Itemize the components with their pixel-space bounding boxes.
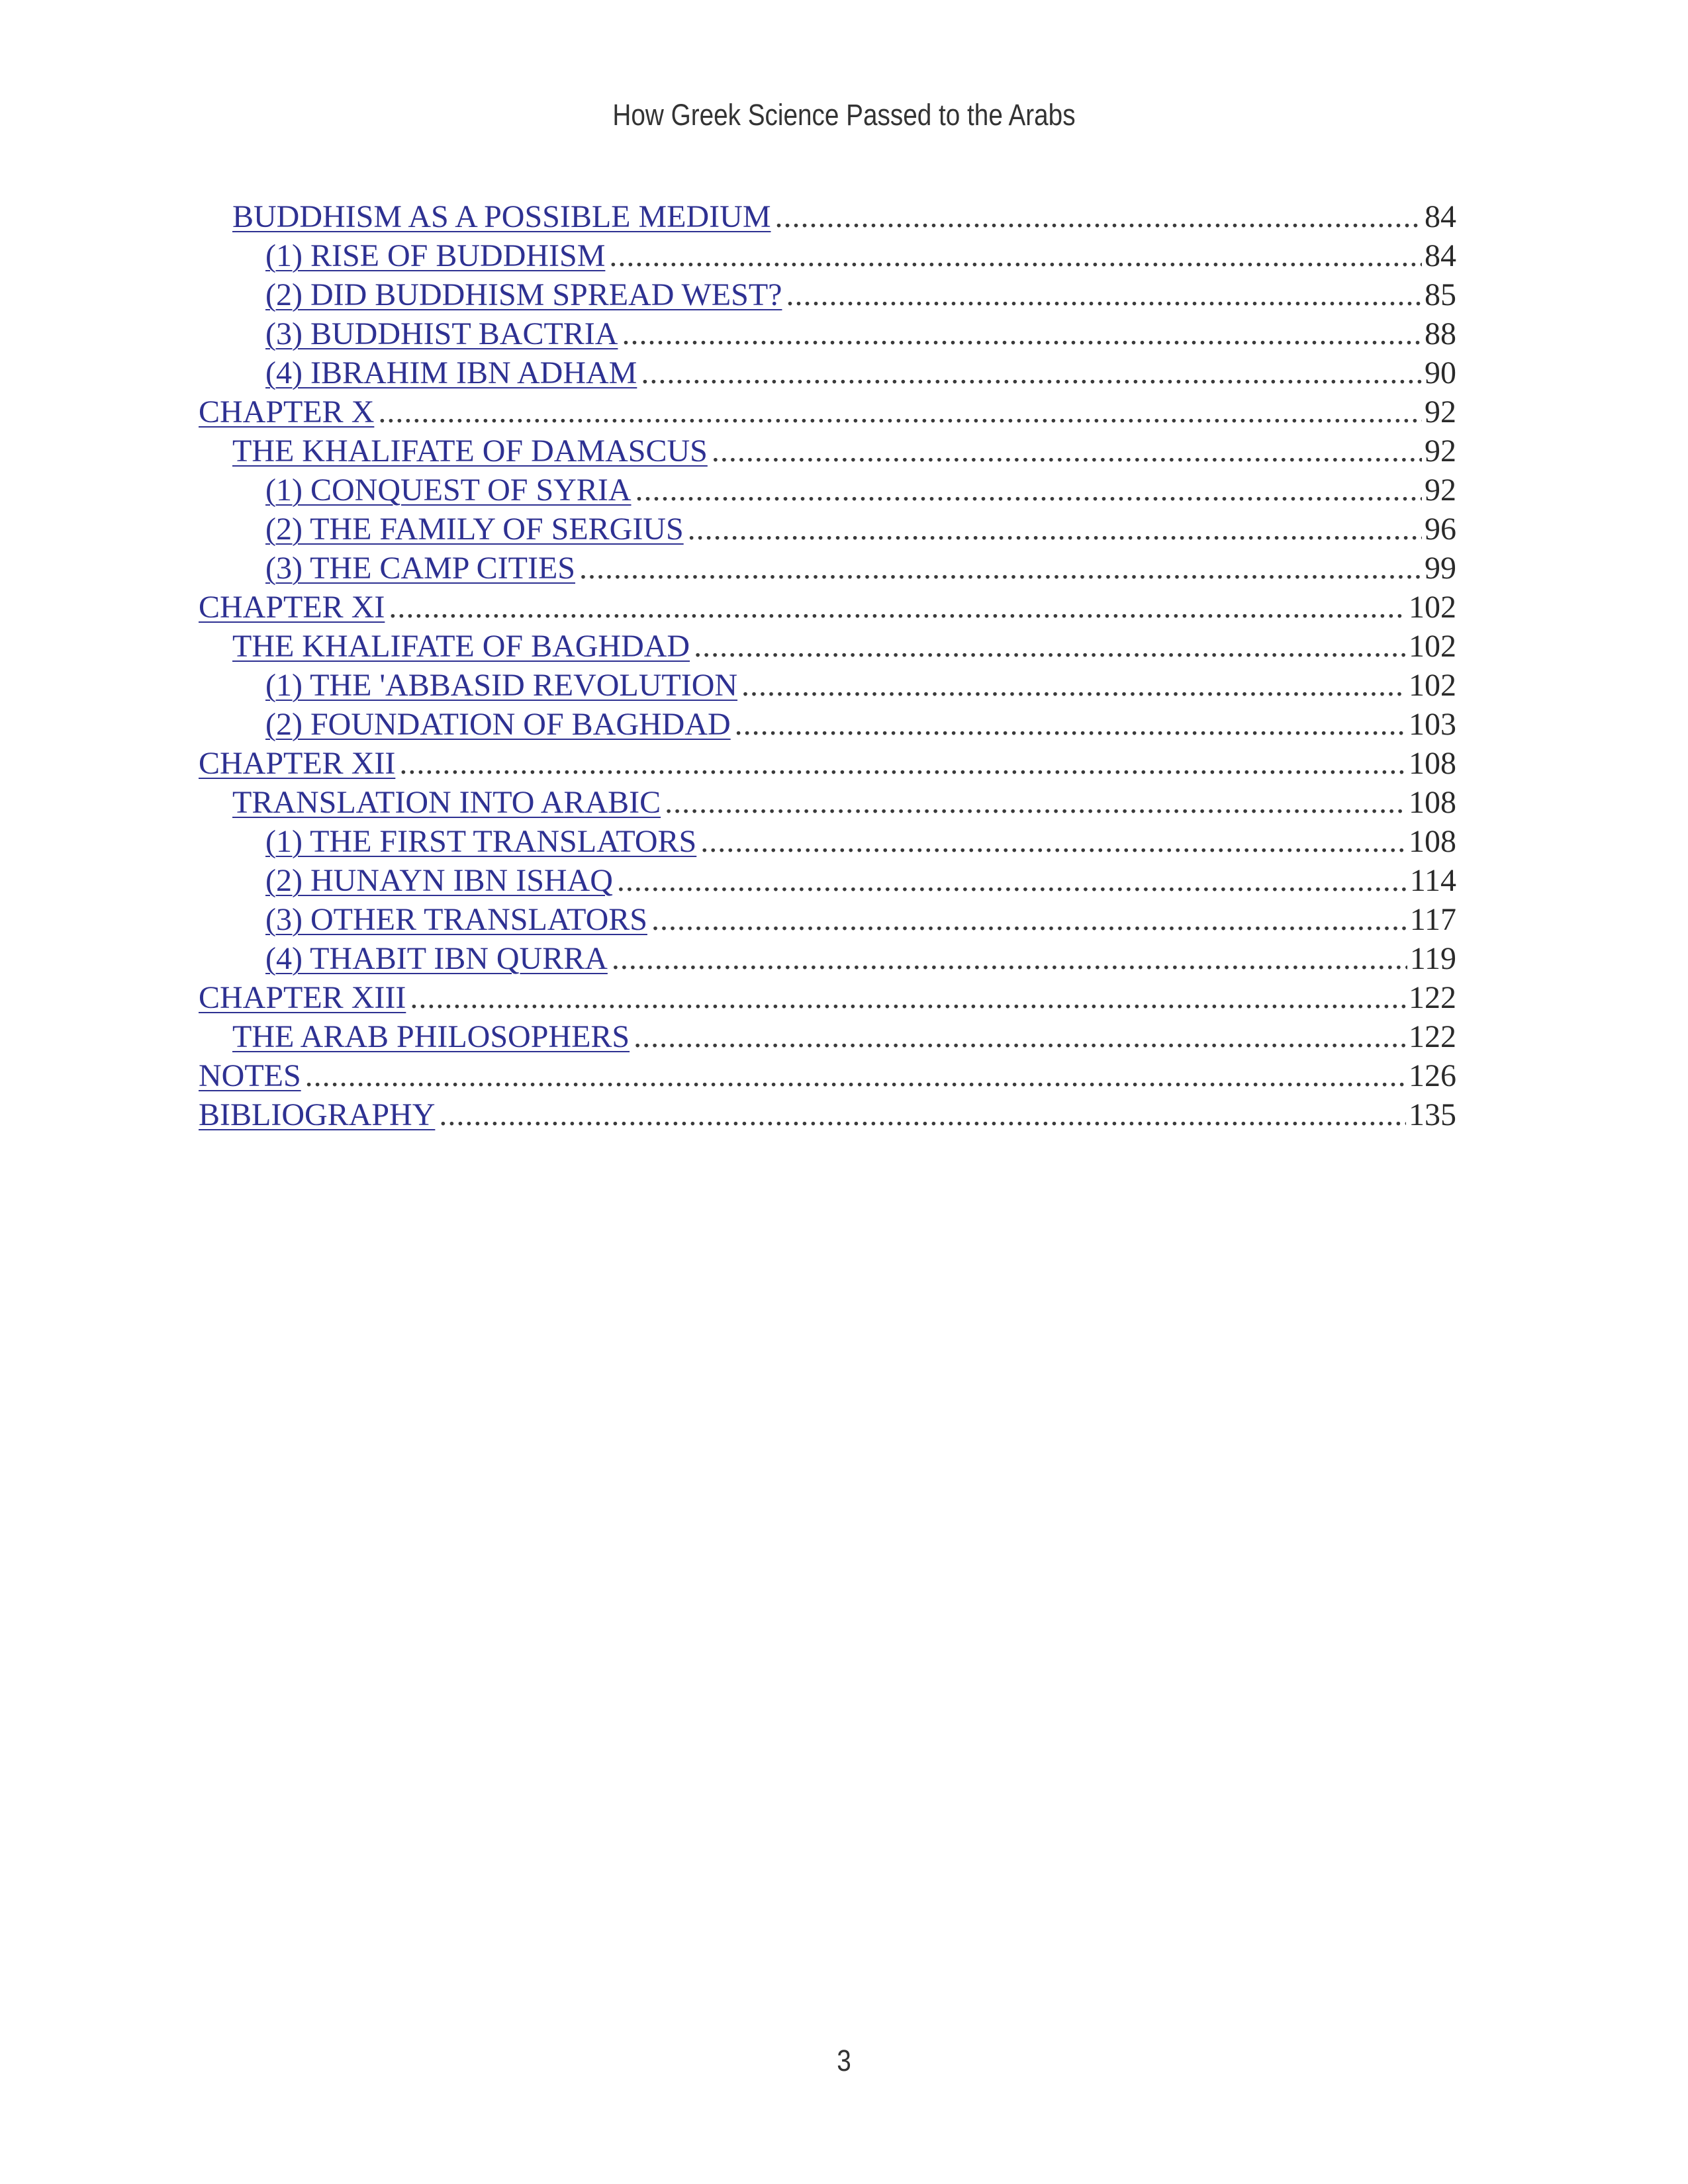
toc-link[interactable]: BUDDHISM AS A POSSIBLE MEDIUM — [232, 199, 771, 234]
toc-link[interactable]: (3) OTHER TRANSLATORS — [265, 902, 647, 937]
toc-page-number: 108 — [1409, 785, 1456, 820]
dot-leader — [735, 705, 1406, 744]
toc-link[interactable]: CHAPTER XI — [199, 590, 385, 625]
toc-page-number: 99 — [1425, 551, 1456, 586]
toc-entry — [199, 939, 1456, 978]
dot-leader — [651, 900, 1407, 939]
toc-entry — [199, 392, 1456, 432]
toc-link[interactable]: (4) IBRAHIM IBN ADHAM — [265, 355, 637, 390]
dot-leader — [378, 392, 1422, 432]
toc-link[interactable]: (1) THE 'ABBASID REVOLUTION — [265, 668, 738, 703]
dot-leader — [622, 314, 1422, 353]
toc-link[interactable]: (1) CONQUEST OF SYRIA — [265, 473, 632, 508]
toc-entry — [199, 471, 1456, 510]
dot-leader — [775, 197, 1423, 236]
dot-leader — [305, 1056, 1406, 1095]
toc-entry — [199, 705, 1456, 744]
toc-entry — [199, 588, 1456, 627]
toc-link[interactable]: THE KHALIFATE OF BAGHDAD — [232, 629, 690, 664]
dot-leader — [609, 236, 1422, 275]
dot-leader — [389, 588, 1406, 627]
toc-entry — [199, 314, 1456, 353]
dot-leader — [633, 1017, 1406, 1056]
toc-page-number: 84 — [1425, 238, 1456, 273]
toc-page-number: 102 — [1409, 629, 1456, 664]
toc-entry — [199, 744, 1456, 783]
toc-page-number: 117 — [1409, 902, 1456, 937]
dot-leader — [399, 744, 1406, 783]
toc-page-number: 114 — [1409, 863, 1456, 898]
dot-leader — [712, 432, 1422, 471]
toc-page-number: 88 — [1425, 316, 1456, 351]
toc-page-number: 126 — [1409, 1058, 1456, 1093]
toc-entry — [199, 510, 1456, 549]
toc-link[interactable]: (2) DID BUDDHISM SPREAD WEST? — [265, 277, 782, 312]
toc-entry — [199, 978, 1456, 1017]
toc-page-number: 84 — [1425, 199, 1456, 234]
toc-link[interactable]: (2) HUNAYN IBN ISHAQ — [265, 863, 613, 898]
toc-link[interactable]: (3) BUDDHIST BACTRIA — [265, 316, 618, 351]
toc-entry — [199, 236, 1456, 275]
toc-page-number: 122 — [1409, 980, 1456, 1015]
toc-page-number: 92 — [1425, 394, 1456, 430]
toc-page-number: 92 — [1425, 433, 1456, 469]
dot-leader — [579, 549, 1422, 588]
toc-entry — [199, 666, 1456, 705]
toc-page-number: 85 — [1425, 277, 1456, 312]
dot-leader — [665, 783, 1406, 822]
toc-entry — [199, 432, 1456, 471]
dot-leader — [741, 666, 1406, 705]
dot-leader — [688, 510, 1422, 549]
toc-link[interactable]: TRANSLATION INTO ARABIC — [232, 785, 661, 820]
toc-link[interactable]: THE KHALIFATE OF DAMASCUS — [232, 433, 708, 469]
toc-link[interactable]: CHAPTER XII — [199, 746, 396, 781]
toc-link[interactable]: (1) THE FIRST TRANSLATORS — [265, 824, 697, 859]
toc-entry — [199, 1095, 1456, 1134]
toc-page-number: 103 — [1409, 707, 1456, 742]
page-number: 3 — [837, 2044, 851, 2077]
toc-link[interactable]: (2) FOUNDATION OF BAGHDAD — [265, 707, 731, 742]
toc-page-number: 122 — [1409, 1019, 1456, 1054]
toc-page-number: 108 — [1409, 824, 1456, 859]
toc-entry — [199, 275, 1456, 314]
running-header: How Greek Science Passed to the Arabs — [612, 98, 1076, 132]
toc-entry — [199, 1056, 1456, 1095]
toc-link[interactable]: (3) THE CAMP CITIES — [265, 551, 575, 586]
dot-leader — [612, 939, 1407, 978]
toc-page-number: 92 — [1425, 473, 1456, 508]
toc-link[interactable]: THE ARAB PHILOSOPHERS — [232, 1019, 630, 1054]
toc-link[interactable]: (4) THABIT IBN QURRA — [265, 941, 608, 976]
dot-leader — [635, 471, 1423, 510]
toc-entry — [199, 783, 1456, 822]
toc-page-number: 102 — [1409, 590, 1456, 625]
dot-leader — [694, 627, 1406, 666]
toc-entry — [199, 861, 1456, 900]
toc-page-number: 135 — [1409, 1097, 1456, 1132]
toc-entry — [199, 1017, 1456, 1056]
dot-leader — [617, 861, 1407, 900]
toc-entry — [199, 627, 1456, 666]
toc-entry — [199, 900, 1456, 939]
toc-entry — [199, 197, 1456, 236]
toc-page-number: 96 — [1425, 512, 1456, 547]
toc-entry — [199, 822, 1456, 861]
toc-link[interactable]: BIBLIOGRAPHY — [199, 1097, 436, 1132]
dot-leader — [641, 353, 1422, 392]
toc-page-number: 102 — [1409, 668, 1456, 703]
dot-leader — [439, 1095, 1406, 1134]
table-of-contents — [199, 197, 1456, 1134]
toc-entry — [199, 549, 1456, 588]
toc-page-number: 108 — [1409, 746, 1456, 781]
dot-leader — [786, 275, 1422, 314]
dot-leader — [410, 978, 1406, 1017]
toc-link[interactable]: (2) THE FAMILY OF SERGIUS — [265, 512, 684, 547]
toc-link[interactable]: NOTES — [199, 1058, 301, 1093]
toc-link[interactable]: CHAPTER XIII — [199, 980, 406, 1015]
dot-leader — [700, 822, 1406, 861]
toc-page-number: 90 — [1425, 355, 1456, 390]
toc-link[interactable]: (1) RISE OF BUDDHISM — [265, 238, 606, 273]
toc-entry — [199, 353, 1456, 392]
toc-link[interactable]: CHAPTER X — [199, 394, 375, 430]
toc-page-number: 119 — [1409, 941, 1456, 976]
